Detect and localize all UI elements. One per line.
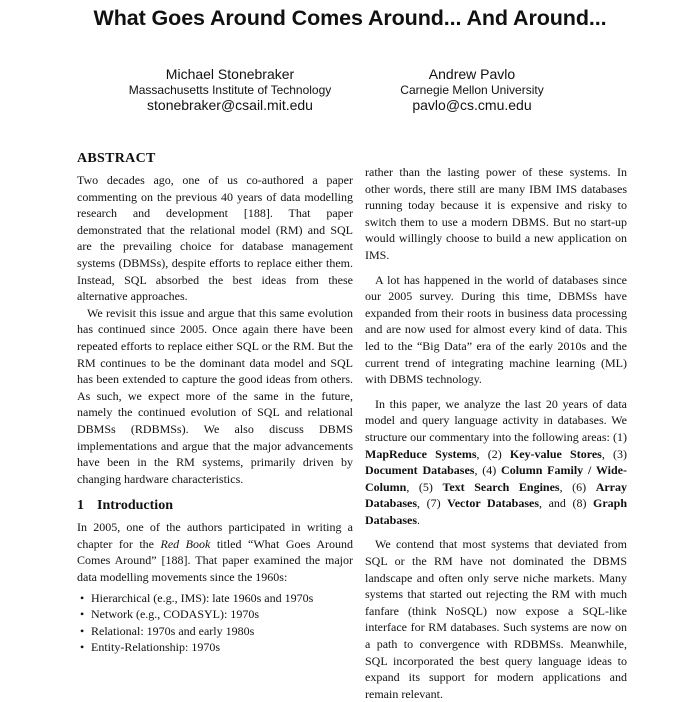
intro-text: titled “What Goes Around Comes Around” [188]. That paper examined the major data modelling movements since the 1960s: bbox=[77, 536, 354, 585]
left-column bbox=[77, 150, 353, 656]
separator: . bbox=[417, 512, 421, 527]
paragraph-text: In this paper, we analyze the last 20 years of data model and query language activity in databases. We structure our commentary into the following areas: (1) bbox=[365, 396, 627, 444]
list-item: • Entity-Relationship: 1970s bbox=[77, 639, 353, 656]
section-title: Introduction bbox=[97, 498, 173, 514]
area-mapreduce: MapReduce Systems bbox=[365, 446, 477, 461]
separator: , (6) bbox=[559, 479, 596, 494]
right-paragraph-1: rather than the lasting power of these systems. In other words, there still are many IBM IMS databases running today because it is expensive and risky to switch them to use a modern DBMS. But no start-up would willingly choose to build a new application on IMS. bbox=[365, 165, 627, 262]
paper-title: What Goes Around Comes Around... And Around... bbox=[93, 6, 607, 30]
separator: , (2) bbox=[476, 446, 510, 461]
area-array: Array Databases bbox=[365, 479, 628, 511]
intro-text: In 2005, one of the authors participated in writing a chapter for the bbox=[77, 520, 353, 551]
author-name: Andrew Pavlo bbox=[428, 66, 516, 82]
author-block-stonebraker bbox=[110, 66, 350, 114]
area-key-value: Key-value Stores bbox=[509, 446, 602, 461]
abstract-paragraph-1: Two decades ago, one of us co-authored a paper commenting on the previous 40 years of data modelling research and development [188]. That paper demonstrated that the relational model (RM) and SQL are the prevailing choice for database management systems (DBMSs), despite efforts to replace either them. Instead, SQL absorbed the best ideas from these alternative approaches. bbox=[77, 173, 353, 304]
right-paragraph-2: A lot has happened in the world of databases since our 2005 survey. During this time, DBMSs have expanded from their roots in business data processing and are now used for almost every kind of data. This led to the “Big Data” era of the early 2010s and the current trend of integrating machine learning (ML) with DBMS technology. bbox=[365, 272, 627, 387]
list-item: • Relational: 1970s and early 1980s bbox=[77, 623, 353, 640]
area-text-search: Text Search Engines bbox=[442, 479, 560, 494]
area-graph: Graph Databases bbox=[365, 496, 628, 527]
separator: , (5) bbox=[406, 479, 443, 494]
section-number: 1 bbox=[77, 498, 84, 514]
abstract-paragraph-2: We revisit this issue and argue that this same evolution has continued since 2005. Once again there have been repeated efforts to replace either SQL or the RM. But the RM continues to be the dominant data model and SQL has been extended to capture the good ideas from others. As such, we expect more of the same in the future, namely the continued evolution of SQL and relational DBMSs (RDBMSs). We also discuss DBMS implementations and argue that the major advancements have been in the RM systems, primarily driven by changing hardware characteristics. bbox=[77, 305, 353, 486]
list-item: • Network (e.g., CODASYL): 1970s bbox=[77, 606, 353, 623]
author-affiliation: Massachusetts Institute of Technology bbox=[128, 83, 332, 97]
author-block-pavlo bbox=[372, 66, 572, 114]
intro-paragraph-1 bbox=[77, 519, 353, 585]
separator: , (3) bbox=[601, 446, 628, 461]
right-column bbox=[365, 164, 627, 702]
right-paragraph-4: We contend that most systems that deviated from SQL or the RM have not dominated the DBMS landscape and often only serve niche markets. Many systems that started out rejecting the RM with much fanfare (think NoSQL) now expose a SQL-like interface for RM databases. Such systems are now on a path to convergence with RDBMSs. Meanwhile, SQL incorporated the best query language ideas to expand its support for modern applications and remain relevant. bbox=[365, 537, 627, 701]
author-affiliation: Carnegie Mellon University bbox=[400, 83, 544, 97]
separator: , and (8) bbox=[539, 496, 593, 511]
author-email: pavlo@cs.cmu.edu bbox=[412, 97, 532, 113]
area-vector: Vector Databases bbox=[447, 496, 540, 511]
section-heading-introduction bbox=[77, 497, 353, 515]
right-paragraph-3 bbox=[365, 396, 627, 529]
separator: , (4) bbox=[474, 463, 502, 478]
author-email: stonebraker@csail.mit.edu bbox=[147, 97, 313, 113]
list-item: • Hierarchical (e.g., IMS): late 1960s and 1970s bbox=[77, 590, 353, 607]
abstract-heading: ABSTRACT bbox=[77, 151, 156, 166]
area-column-family: Column Family / Wide-Column bbox=[365, 463, 627, 494]
book-title: Red Book bbox=[160, 536, 211, 551]
data-model-list bbox=[77, 590, 353, 656]
separator: , (7) bbox=[417, 496, 448, 511]
area-document: Document Databases bbox=[365, 463, 475, 478]
author-name: Michael Stonebraker bbox=[165, 66, 295, 82]
